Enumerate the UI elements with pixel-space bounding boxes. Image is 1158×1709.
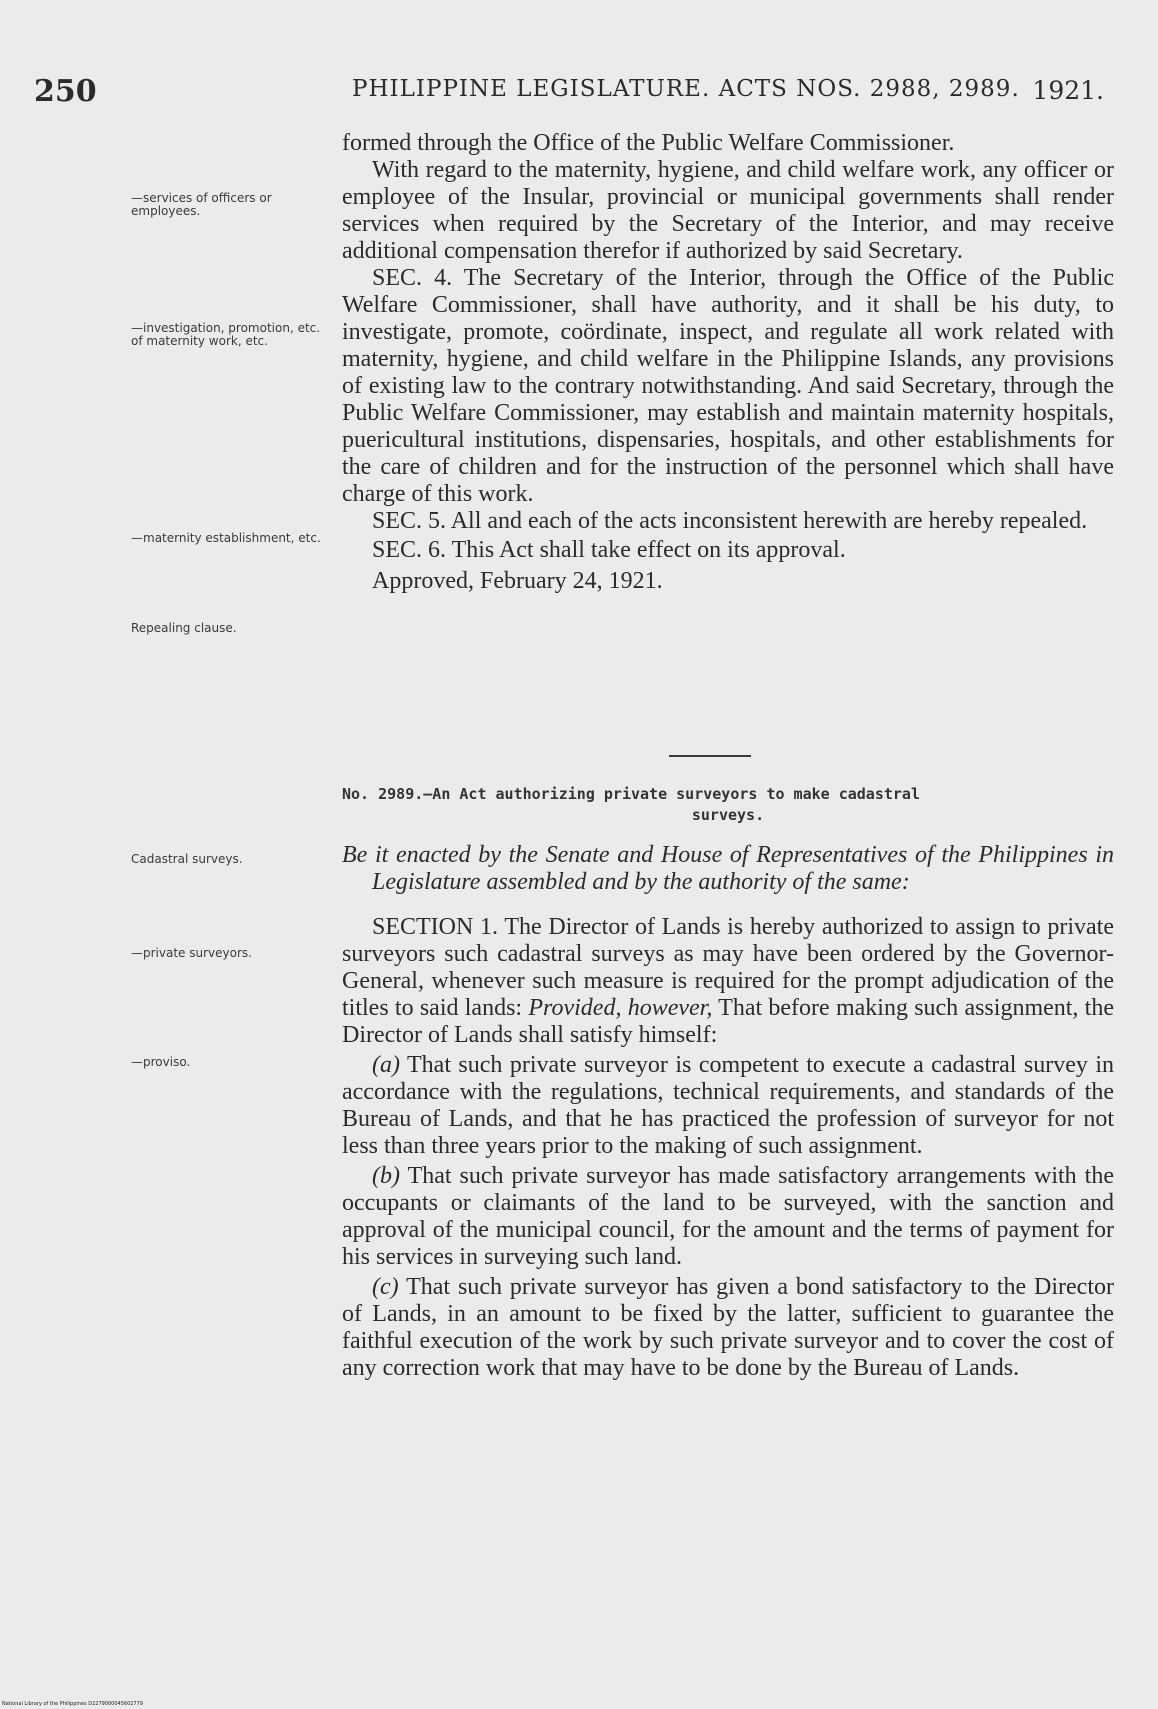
section-4-label: SEC. 4. — [372, 265, 453, 291]
margin-note-cadastral-surveys: Cadastral surveys. — [131, 852, 243, 866]
clause-c-text: That such private surveyor has given a bond satisfactory to the Director of Lands, in an amount to be fixed by the latter, sufficient to guarantee the faithful execution of the work by such private surveyor and to cover the cost of any correction work that may have to be done by the Bureau of Lands. — [342, 1274, 1114, 1381]
act-2989-heading-line1: No. 2989.—An Act authorizing private surveyors to make cadastral — [342, 785, 920, 803]
clause-a-label: (a) — [372, 1052, 400, 1078]
clause-b-text: That such private surveyor has made satisfactory arrangements with the occupants or claimants of the land to be surveyed, with the sanction and approval of the municipal council, for the amount and the terms of payment for his services in surveying such land. — [342, 1163, 1114, 1270]
section-5-label: SEC. 5. — [372, 508, 447, 534]
clause-b-paragraph — [342, 1163, 1114, 1271]
section-5-paragraph — [342, 508, 1114, 535]
act-2989-heading — [342, 784, 1114, 826]
section-6-label: SEC. 6. — [372, 537, 447, 563]
running-year: 1921. — [1032, 76, 1104, 105]
continuation-paragraph: formed through the Office of the Public Welfare Commissioner. — [342, 130, 955, 156]
section-divider — [669, 755, 751, 757]
margin-note-investigation: —investigation, promotion, etc. of maternity work, etc. — [131, 321, 321, 348]
enacting-clause: Be it enacted by the Senate and House of Representatives of the Philippines in Legislature assembled and by the authority of the same: — [342, 842, 1114, 895]
clause-a-text: That such private surveyor is competent to execute a cadastral survey in accordance with the regulations, technical requirements, and standards of the Bureau of Lands, and that he has practiced the profession of surveyor for not less than three years prior to the making of such assignment. — [342, 1052, 1114, 1159]
section-4-text: The Secretary of the Interior, through the Office of the Public Welfare Commissioner, shall have authority, and it shall be his duty, to investigate, promote, coördinate, inspect, and regulate all work related with maternity, hygiene, and child welfare in the Philippine Islands, any provisions of existing law to the contrary notwithstanding. And said Secretary, through the Public Welfare Commissioner, may establish and maintain maternity hospitals, puericultural institutions, dispensaries, hospitals, and other establishments for the care of children and for the instruction of the personnel which shall have charge of this work. — [342, 265, 1114, 507]
footer-watermark: National Library of the Philippines D2279000045602779 — [2, 1701, 143, 1707]
page-header — [34, 64, 1104, 109]
section-1-proviso: Provided, however, — [528, 995, 713, 1021]
services-paragraph: With regard to the maternity, hygiene, and child welfare work, any officer or employee of the Insular, provincial or municipal governments shall render services when required by the Secretary of the Interior, and may receive additional compensation therefor if authorized by said Secretary. — [342, 157, 1114, 264]
clause-b-label: (b) — [372, 1163, 400, 1189]
section-1-paragraph — [342, 914, 1114, 1049]
act-2989-text — [342, 842, 1114, 1382]
act-2989-heading-line2: surveys. — [691, 806, 765, 824]
section-1-text-b: That before making such assignment, the Director of Lands shall satisfy himself: — [342, 995, 1115, 1048]
section-1-text-a: The Director of Lands is hereby authorized to assign to private surveyors such cadastral surveys as may have been ordered by the Governor-General, whenever such measure is required for the prompt adjudication of the titles to said lands: — [342, 914, 1114, 1021]
margin-note-maternity-establishment: —maternity establishment, etc. — [131, 531, 321, 545]
clause-a-paragraph — [342, 1052, 1114, 1160]
clause-c-label: (c) — [372, 1274, 399, 1300]
act-2988-text — [342, 130, 1114, 595]
section-4-paragraph — [342, 265, 1114, 508]
section-1-label: SECTION 1. — [372, 914, 499, 940]
page-number: 250 — [34, 74, 97, 109]
running-title: PHILIPPINE LEGISLATURE. ACTS NOS. 2988, 2989. — [352, 76, 1020, 102]
margin-note-services: —services of officers or employees. — [131, 191, 272, 218]
section-6-text: This Act shall take effect on its approval. — [451, 537, 846, 563]
clause-c-paragraph — [342, 1274, 1114, 1382]
margin-note-proviso: —proviso. — [131, 1055, 191, 1069]
approved-line: Approved, February 24, 1921. — [372, 568, 663, 594]
section-6-paragraph — [342, 537, 1114, 564]
margin-note-private-surveyors: —private surveyors. — [131, 946, 252, 960]
margin-note-repealing-clause: Repealing clause. — [131, 621, 237, 635]
section-5-text: All and each of the acts inconsistent herewith are hereby repealed. — [450, 508, 1088, 534]
